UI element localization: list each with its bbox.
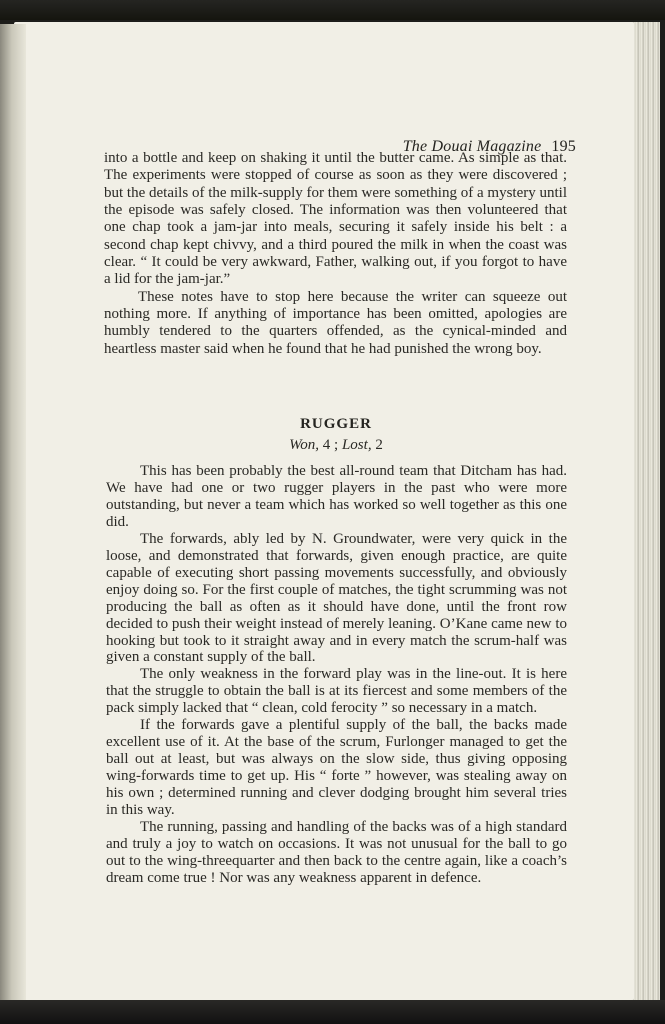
lost-label: Lost, (341, 437, 372, 453)
paragraph: The forwards, ably led by N. Groundwater, were very quick in the loose, and demonstrated that forwards, given enough practice, are quite capable of executing short passing movements successfully, and obviously enjoy doing so. For the first couple of matches, the tight scrumming was not producing the ball as often as it should have done, until the front row decided to push their weight instead of merely leaning. O’Kane came new to hooking but took to it straight away and in every match the scrum-half was given a constant supply of the ball. (106, 530, 567, 666)
record-separator: ; (334, 437, 339, 453)
page-edges (630, 22, 660, 1007)
rugger-text-block (106, 463, 567, 887)
book-binding (0, 24, 26, 1002)
page-number: 195 (551, 138, 576, 155)
section-heading: RUGGER (300, 416, 372, 432)
paragraph: This has been probably the best all-round team that Ditcham has had. We have had one or two rugger players in the past who were more outstanding, but never a team which has worked so well together as this one did. (106, 463, 567, 530)
won-label: Won, (289, 437, 320, 453)
paragraph: into a bottle and keep on shaking it until the butter came. As simple as that. The experiments were stopped of course as soon as they were discovered ; but the details of the milk-supply for them were something of a mystery until the episode was safely closed. The information was then volunteered that one chap took a jam-jar into meals, securing it safely inside his belt : a second chap kept chivvy, and a third poured the milk in when the coast was clear. “ It could be very awkward, Father, walking out, if you forgot to have a lid for the jam-jar.” (104, 150, 567, 288)
scan-background-top (0, 0, 665, 20)
magazine-title: The Douai Magazine (402, 138, 542, 155)
paragraph: The only weakness in the forward play was in the line-out. It is here that the struggle to obtain the ball is at its fiercest and some members of the pack simply lacked that “ clean, cold ferocity ” so necessary in a match. (106, 666, 567, 717)
won-value: 4 (322, 437, 331, 453)
top-text-block (104, 150, 567, 358)
lost-value: 2 (375, 437, 383, 453)
season-record (0, 437, 665, 454)
paragraph: The running, passing and handling of the backs was of a high standard and truly a joy to watch on occasions. It was not unusual for the ball to go out to the wing-threequarter and then back to the centre again, like a coach’s dream come true ! Nor was any weakness apparent in defence. (106, 819, 567, 886)
paragraph: These notes have to stop here because the writer can squeeze out nothing more. If anything of importance has been omitted, apologies are humbly tendered to the quarters offended, as the cynical-minded and heartless master said when he found that he had punished the wrong boy. (104, 288, 567, 357)
paragraph: If the forwards gave a plentiful supply of the ball, the backs made excellent use of it. At the base of the scrum, Furlonger managed to get the ball out at least, but was always on the slow side, thus giving opposing wing-forwards time to get up. His “ forte ” however, was stealing away on his own ; determined running and clever dodging brought him several tries in this way. (106, 717, 567, 819)
scan-background-bottom (0, 1000, 665, 1024)
